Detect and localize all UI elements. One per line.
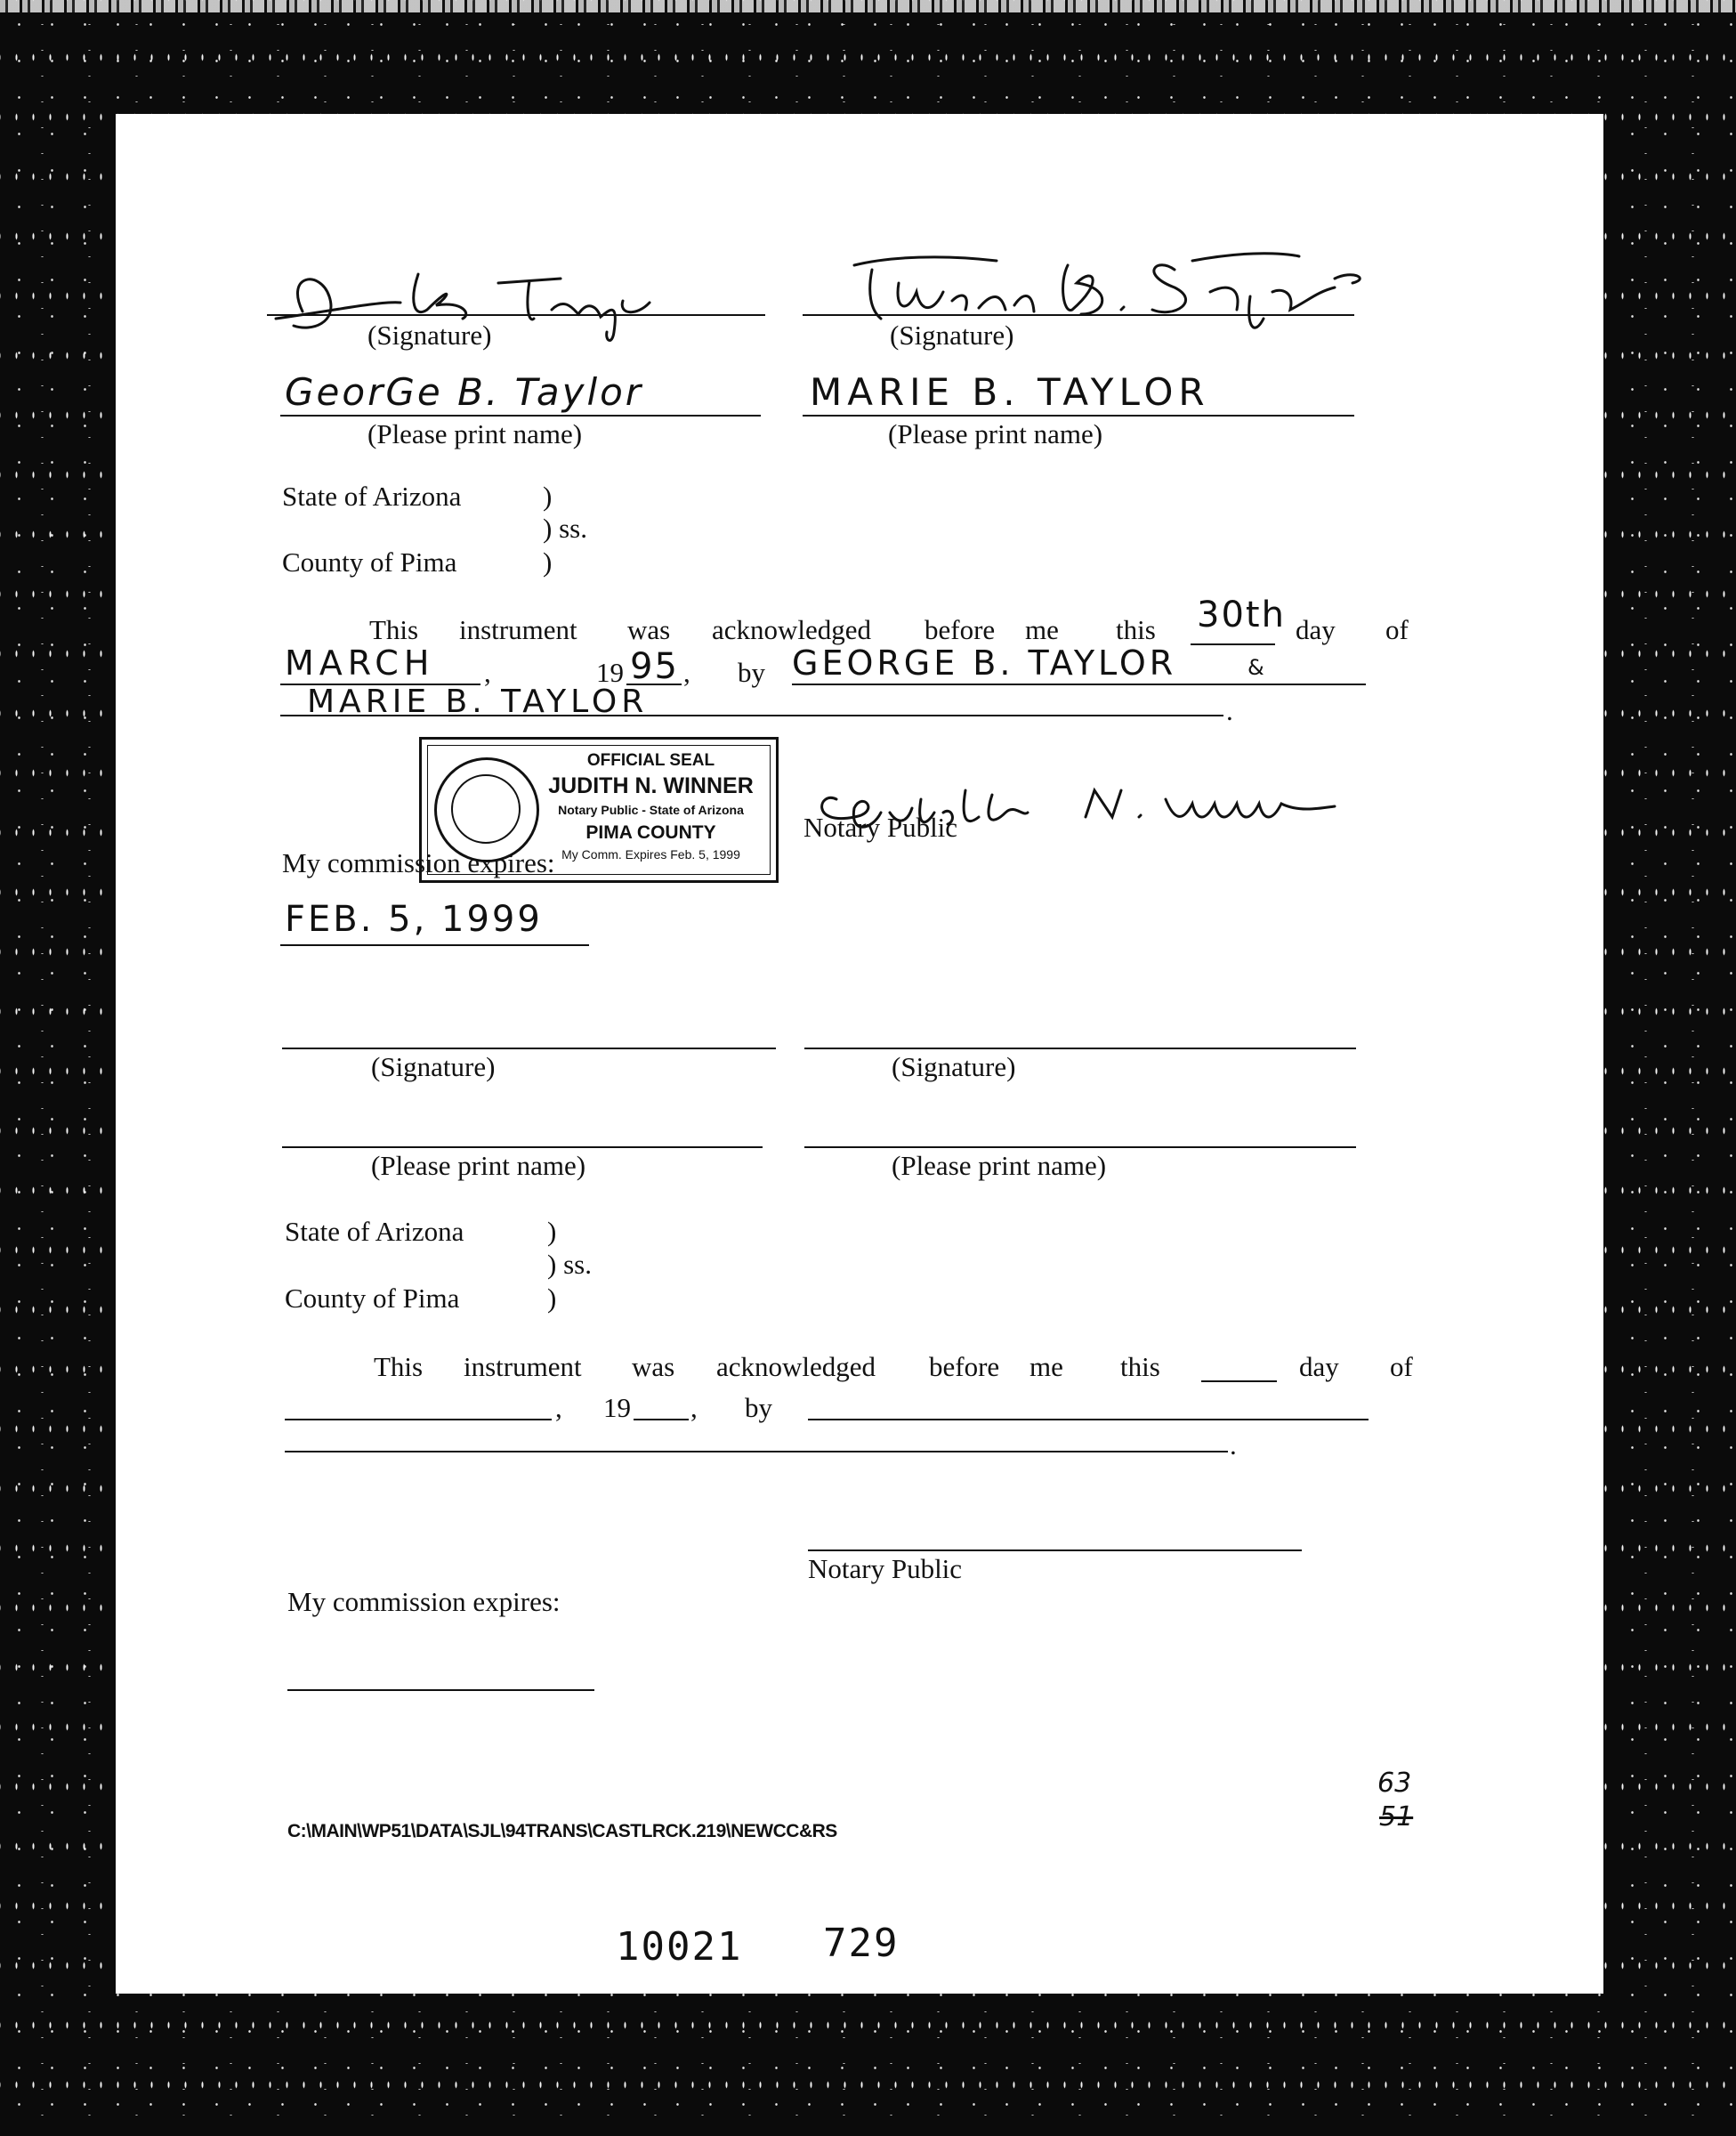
commission-line-1	[280, 944, 589, 946]
commission-label-2: My commission expires:	[287, 1586, 561, 1617]
ack-word-of: of	[1385, 614, 1409, 645]
seal-name: JUDITH N. WINNER	[548, 773, 754, 798]
venue-paren-bottom-1: )	[543, 546, 553, 578]
day-line-1	[1191, 643, 1275, 645]
comma-after-month-1: ,	[484, 657, 491, 688]
venue-paren-top-2: )	[547, 1216, 557, 1247]
print-name-line-right-2	[804, 1146, 1356, 1148]
handwritten-party-1: GEORGE B. TAYLOR	[792, 643, 1177, 683]
venue-paren-top-1: )	[543, 481, 553, 512]
handwritten-commission-date: FEB. 5, 1999	[285, 899, 543, 940]
notary-public-label-1: Notary Public	[803, 812, 958, 843]
ack-word-instrument: instrument	[459, 614, 577, 645]
print-name-line-left-2	[282, 1146, 763, 1148]
venue-ss-1: ) ss.	[543, 513, 587, 544]
signature-label-right-1: (Signature)	[890, 320, 1014, 351]
year-prefix-1: 19	[596, 657, 624, 688]
scan-top-edge	[0, 0, 1736, 12]
ack-word-me: me	[1025, 614, 1059, 645]
ack2-word-this-2: this	[1120, 1351, 1160, 1382]
print-name-line-right-1	[803, 415, 1354, 417]
document-page	[116, 114, 1603, 1994]
handwritten-year: 95	[630, 646, 679, 687]
party-line-1	[792, 684, 1366, 685]
ack-word-acknowledged: acknowledged	[712, 614, 872, 645]
venue-state-1: State of Arizona	[282, 481, 462, 512]
party-line-2	[280, 715, 1223, 716]
print-name-label-right-1: (Please print name)	[888, 418, 1103, 449]
seal-title: OFFICIAL SEAL	[586, 751, 715, 770]
notary-signature-line-2	[808, 1549, 1302, 1551]
handwritten-party-2: MARIE B. TAYLOR	[307, 684, 649, 720]
signature-line-right-2	[804, 1048, 1356, 1049]
print-name-line-left-1	[280, 415, 761, 417]
venue-county-2: County of Pima	[285, 1282, 460, 1314]
signature-label-left-1: (Signature)	[367, 320, 492, 351]
signature-label-left-2: (Signature)	[371, 1051, 496, 1082]
ack-word-this-2: this	[1116, 614, 1156, 645]
comma-after-month-2: ,	[555, 1392, 562, 1423]
period-after-party-2: .	[1230, 1429, 1237, 1460]
party-line-3	[808, 1419, 1369, 1420]
party-line-4	[285, 1451, 1228, 1452]
ack-word-by-1: by	[738, 657, 765, 688]
venue-paren-bottom-2: )	[547, 1282, 557, 1314]
handwritten-print-name-left: GeorGe B. Taylor	[285, 370, 644, 414]
signature-george-taylor	[258, 247, 792, 354]
notary-public-label-2: Notary Public	[808, 1553, 963, 1584]
page-number-new: 63	[1377, 1768, 1412, 1799]
ack-word-this: This	[369, 614, 419, 645]
seal-county: PIMA COUNTY	[585, 822, 716, 843]
ack-word-was: was	[627, 614, 671, 645]
ack-word-before: before	[925, 614, 996, 645]
ack2-word-by: by	[745, 1392, 772, 1423]
year-line-2	[634, 1419, 689, 1420]
commission-line-2	[287, 1689, 594, 1691]
ack-word-day: day	[1296, 614, 1336, 645]
recording-page-number: 729	[823, 1921, 900, 1966]
handwritten-day: 30th	[1197, 595, 1286, 635]
ack2-word-day: day	[1299, 1351, 1339, 1382]
month-line-2	[285, 1419, 552, 1420]
ack2-word-this: This	[374, 1351, 424, 1382]
comma-after-year-1: ,	[683, 657, 690, 688]
ack2-word-was: was	[632, 1351, 675, 1382]
recording-book-number: 10021	[616, 1924, 743, 1970]
venue-state-2: State of Arizona	[285, 1216, 464, 1247]
period-after-party-1: .	[1226, 695, 1233, 726]
ack2-word-acknowledged: acknowledged	[716, 1351, 876, 1382]
print-name-label-left-1: (Please print name)	[367, 418, 583, 449]
handwritten-month: MARCH	[285, 643, 435, 683]
handwritten-print-name-right: MARIE B. TAYLOR	[810, 370, 1210, 414]
signature-label-right-2: (Signature)	[892, 1051, 1016, 1082]
print-name-label-right-2: (Please print name)	[892, 1150, 1107, 1181]
ack2-word-me: me	[1029, 1351, 1063, 1382]
ack2-word-before: before	[929, 1351, 1000, 1382]
venue-county-1: County of Pima	[282, 546, 457, 578]
commission-label-1: My commission expires:	[282, 847, 555, 878]
seal-subtitle: Notary Public - State of Arizona	[558, 803, 744, 817]
signature-line-left-2	[282, 1048, 776, 1049]
file-path: C:\MAIN\WP51\DATA\SJL\94TRANS\CASTLRCK.219\NEWCC&RS	[287, 1821, 837, 1841]
seal-expires: My Comm. Expires Feb. 5, 1999	[561, 847, 740, 862]
ack2-word-of: of	[1390, 1351, 1413, 1382]
comma-after-year-2: ,	[690, 1392, 698, 1423]
venue-ss-2: ) ss.	[547, 1249, 592, 1280]
handwritten-ampersand: &	[1247, 655, 1270, 680]
page-number-struck: 51	[1379, 1801, 1414, 1833]
day-line-2	[1201, 1380, 1277, 1382]
print-name-label-left-2: (Please print name)	[371, 1150, 586, 1181]
state-seal-emblem-center	[451, 774, 521, 844]
year-prefix-2: 19	[603, 1392, 631, 1423]
ack2-word-instrument: instrument	[464, 1351, 582, 1382]
